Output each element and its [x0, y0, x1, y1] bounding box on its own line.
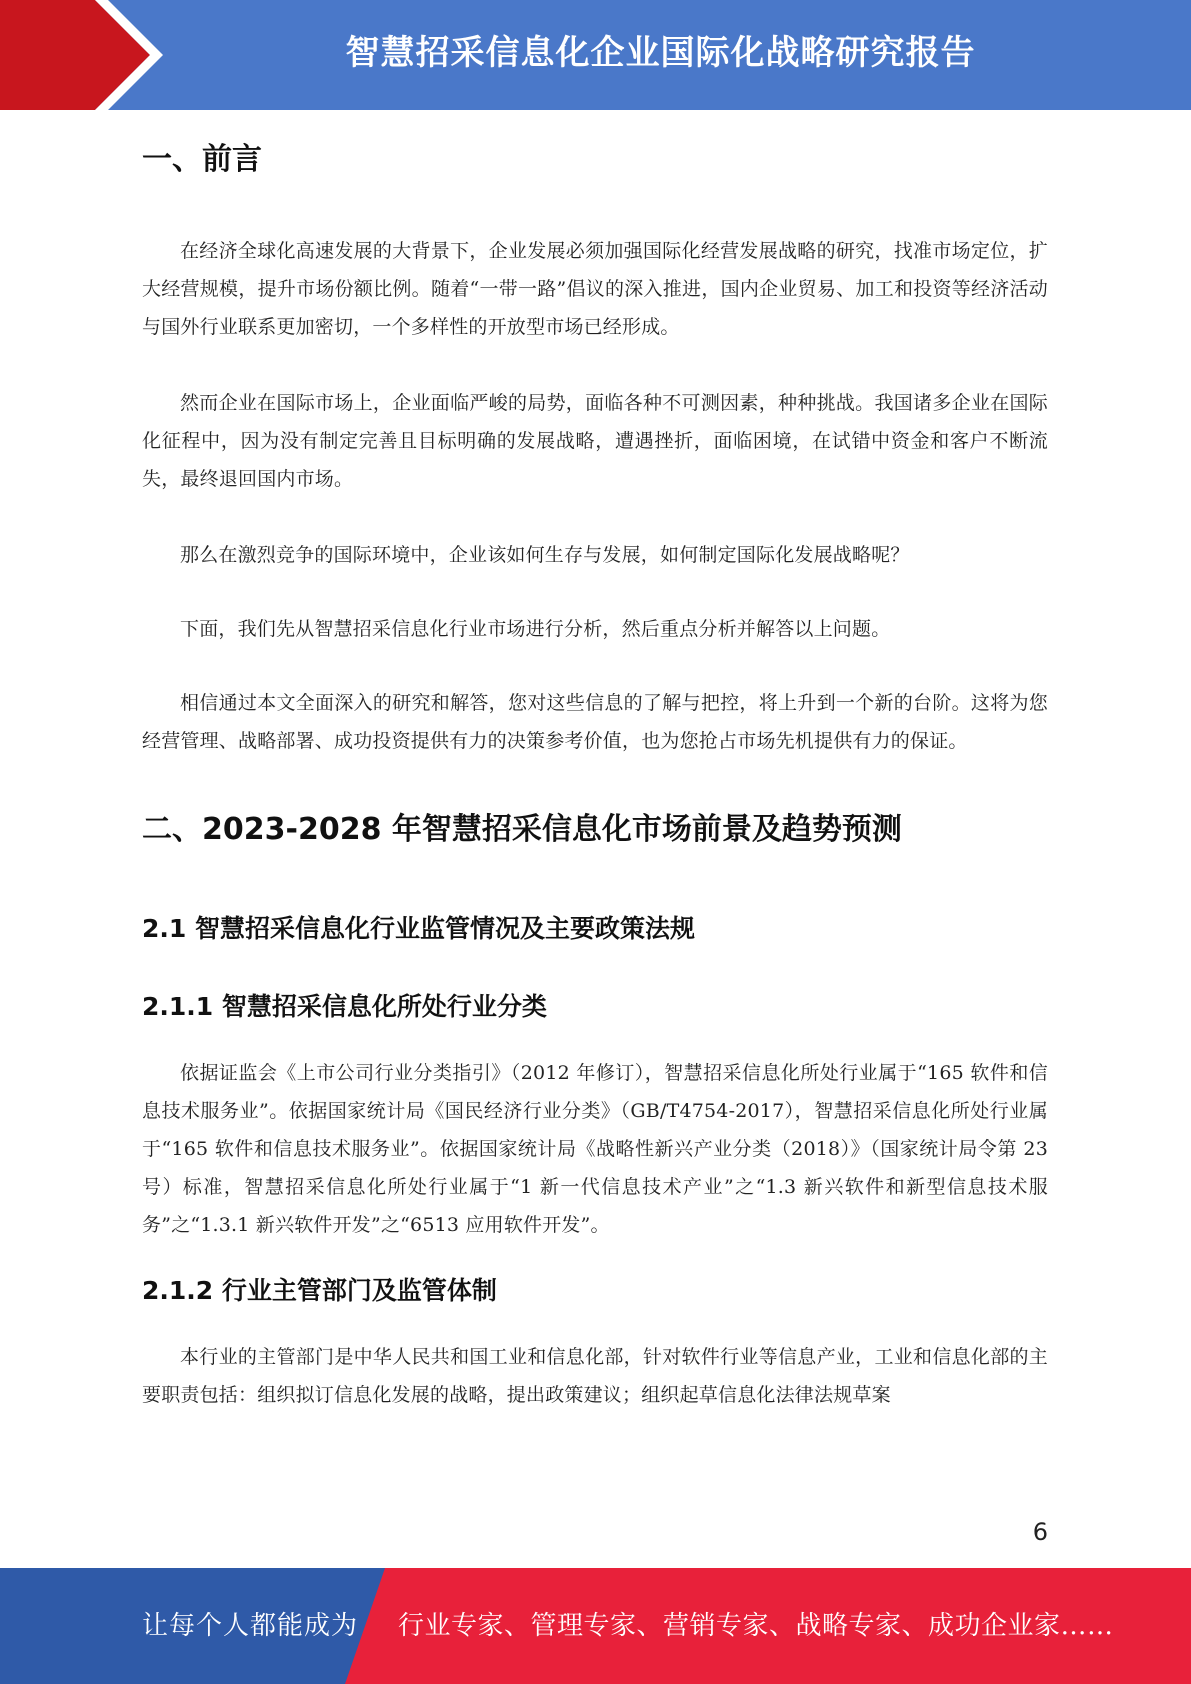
paragraph: 相信通过本文全面深入的研究和解答，您对这些信息的了解与把控，将上升到一个新的台阶。这将为您经营管理、战略部署、成功投资提供有力的决策参考价值，也为您抢占市场先机提供有力的保证。 — [142, 692, 1048, 752]
paragraph: 然而企业在国际市场上，企业面临严峻的局势，面临各种不可测因素，种种挑战。我国诸多企业在国际化征程中，因为没有制定完善且目标明确的发展战略，遭遇挫折，面临困境，在试错中资金和客户不断流失，最终退回国内市场。 — [142, 392, 1048, 490]
document-body — [142, 140, 1048, 1414]
paragraph: 那么在激烈竞争的国际环境中，企业该如何生存与发展，如何制定国际化发展战略呢？ — [180, 544, 910, 566]
report-header-band — [0, 0, 1191, 110]
paragraph: 下面，我们先从智慧招采信息化行业市场进行分析，然后重点分析并解答以上问题。 — [180, 618, 891, 640]
paragraph: 在经济全球化高速发展的大背景下，企业发展必须加强国际化经营发展战略的研究，找准市场定位，扩大经营规模，提升市场份额比例。随着“一带一路”倡议的深入推进，国内企业贸易、加工和投资等经济活动与国外行业联系更加密切，一个多样性的开放型市场已经形成。 — [142, 240, 1048, 338]
paragraph: 本行业的主管部门是中华人民共和国工业和信息化部，针对软件行业等信息产业，工业和信息化部的主要职责包括：组织拟订信息化发展的战略，提出政策建议；组织起草信息化法律法规草案 — [142, 1346, 1048, 1406]
subsection-heading-2-1: 2.1 智慧招采信息化行业监管情况及主要政策法规 — [142, 914, 695, 943]
page-number: 6 — [1032, 1518, 1048, 1546]
report-title: 智慧招采信息化企业国际化战略研究报告 — [345, 33, 976, 73]
footer-slogan-right: 行业专家、管理专家、营销专家、战略专家、成功企业家…… — [398, 1611, 1114, 1641]
paragraph: 依据证监会《上市公司行业分类指引》（2012 年修订），智慧招采信息化所处行业属于“165 软件和信息技术服务业”。依据国家统计局《国民经济行业分类》（GB/T4754-2017），智慧招采信息化所处行业属于“165 软件和信息技术服务业”。依据国家统计局《战略性新兴产业分类（2018）》（国家统计局令第 23 号）标准，智慧招采信息化所处行业属于“1 新一代信息技术产业”之“1.3 新兴软件和新型信息技术服务”之“1.3.1 新兴软件开发”之“6513 应用软件开发”。 — [142, 1062, 1048, 1236]
subsection-heading-2-1-2: 2.1.2 行业主管部门及监管体制 — [142, 1276, 497, 1305]
section-heading-forecast: 二、2023-2028 年智慧招采信息化市场前景及趋势预测 — [142, 812, 902, 847]
subsection-heading-2-1-1: 2.1.1 智慧招采信息化所处行业分类 — [142, 992, 547, 1021]
report-footer-band — [0, 1568, 1191, 1684]
section-heading-preface: 一、前言 — [142, 142, 262, 177]
footer-slogan-left: 让每个人都能成为 — [142, 1611, 359, 1641]
